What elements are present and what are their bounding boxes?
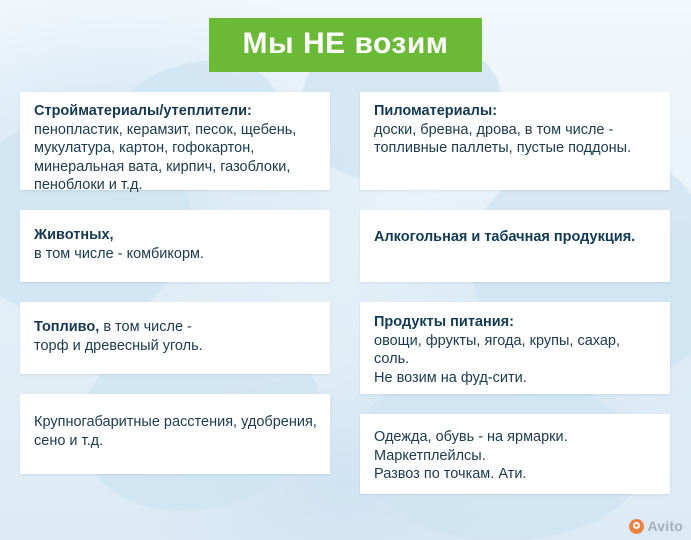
title-container	[0, 18, 691, 72]
card-heading: Пиломатериалы:	[374, 103, 498, 119]
card-body: доски, бревна, дрова, в том числе - топливные паллеты, пустые поддоны.	[374, 121, 632, 157]
card-heading: Продукты питания:	[374, 314, 514, 330]
card-heading: Топливо,	[34, 319, 100, 335]
card-body: торф и древесный уголь.	[34, 337, 203, 354]
card-body: Одежда, обувь - на ярмарки.	[374, 429, 568, 445]
avito-circle-icon	[629, 519, 644, 534]
card-body-tertiary: Развоз по точкам. Ати.	[374, 466, 527, 483]
list-item	[360, 414, 670, 494]
card-heading: Алкогольная и табачная продукция.	[374, 229, 636, 245]
card-heading: Животных,	[34, 227, 114, 243]
page-title: Мы НЕ возим	[209, 18, 483, 72]
card-body: в том числе - комбикорм.	[34, 245, 204, 262]
list-item	[360, 210, 670, 282]
watermark-label: Avito	[647, 518, 683, 534]
left-column	[20, 92, 330, 494]
card-heading: Стройматериалы/утеплители:	[34, 103, 252, 119]
card-body-secondary: Маркетплейлсы.	[374, 447, 486, 464]
list-item	[360, 92, 670, 190]
list-item	[20, 302, 330, 374]
list-item	[20, 92, 330, 194]
card-body: Крупногабаритные расстения, удобрения, сено и т.д.	[34, 414, 317, 449]
right-column	[360, 92, 670, 494]
watermark	[629, 518, 683, 534]
card-body: овощи, фрукты, ягода, крупы, сахар, соль.	[374, 332, 620, 368]
content-columns	[20, 92, 671, 494]
list-item	[20, 394, 330, 474]
list-item	[360, 302, 670, 394]
card-body-secondary: Не возим на фуд-сити.	[374, 369, 527, 386]
card-body: пенопластик, керамзит, песок, щебень, мукулатура, картон, гофокартон, минеральная вата, кирпич, газоблоки, пеноблоки и т.д.	[34, 121, 297, 194]
card-body-inline: в том числе -	[99, 319, 192, 335]
list-item	[20, 210, 330, 282]
